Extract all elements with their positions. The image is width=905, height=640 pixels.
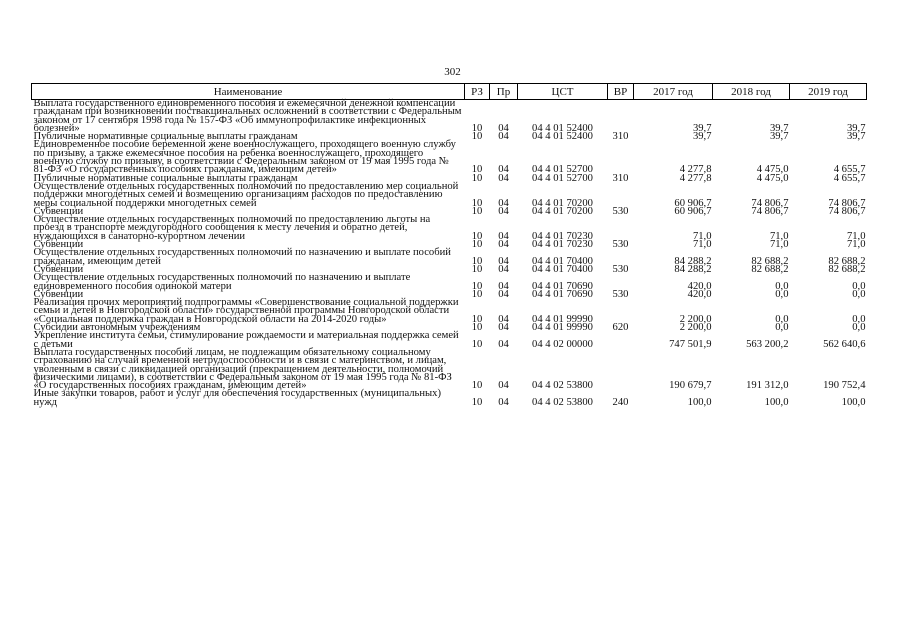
row-rz: 10 (471, 313, 483, 325)
row-pr: 04 (498, 322, 509, 334)
row-2018: 563 200,2 (746, 338, 789, 350)
row-2017: 39,7 (692, 122, 712, 134)
row-name: Субсидии автономным учреждениям (33, 322, 201, 334)
row-pr: 04 (498, 239, 509, 251)
header-2017: 2017 год (634, 84, 713, 100)
row-pr: 04 (498, 197, 509, 209)
row-pr: 04 (498, 164, 509, 176)
row-vr (608, 141, 634, 174)
row-2017: 4 277,8 (679, 172, 712, 184)
row-name: Осуществление отдельных государственных полномочий по назначению и выплате единовременного пособия одинокой матери (33, 272, 411, 292)
row-2018: 0,0 (775, 322, 789, 334)
row-pr: 04 (498, 338, 509, 350)
row-vr: 530 (612, 205, 629, 217)
row-name: Субвенции (33, 239, 84, 251)
header-vr: ВР (608, 84, 634, 100)
row-name: Выплата государственного единовременного пособия и ежемесячной денежной компенсации гражданам при возникновении поствакцинальных осложнений в соответствии с Федеральным законом от 17 сентября 1998 года № 157-ФЗ «Об иммунопрофилактике инфекционных болезней» (33, 98, 462, 134)
row-cst: 04 4 01 70690 (532, 280, 593, 292)
row-vr: 530 (612, 288, 629, 300)
row-2018: 74 806,7 (751, 205, 789, 217)
row-2017: 190 679,7 (669, 380, 712, 392)
row-vr: 310 (612, 131, 629, 143)
row-vr (608, 216, 634, 241)
table-row (32, 100, 867, 134)
row-vr (608, 332, 634, 349)
row-name: Субвенции (33, 288, 84, 300)
row-2018: 4 475,0 (756, 172, 789, 184)
row-vr (608, 299, 634, 324)
header-name: Наименование (32, 84, 465, 100)
table-row (32, 349, 867, 390)
row-pr: 04 (498, 313, 509, 325)
row-cst: 04 4 01 52400 (532, 122, 593, 134)
header-cst: ЦСТ (518, 84, 608, 100)
row-cst: 04 4 01 99990 (532, 322, 593, 334)
row-name: Субвенции (33, 263, 84, 275)
row-2019: 39,7 (846, 131, 866, 143)
row-2017: 71,0 (692, 239, 712, 251)
row-2017: 84 288,2 (674, 255, 712, 267)
row-rz: 10 (471, 288, 483, 300)
table-row (32, 299, 867, 324)
row-2019: 39,7 (846, 122, 866, 134)
row-cst: 04 4 01 70400 (532, 255, 593, 267)
row-2018: 39,7 (769, 122, 789, 134)
row-2017: 60 906,7 (674, 205, 712, 217)
header-rz: РЗ (465, 84, 490, 100)
row-vr: 530 (612, 263, 629, 275)
row-2018: 0,0 (775, 288, 789, 300)
row-pr: 04 (498, 396, 509, 408)
row-2019: 4 655,7 (833, 172, 866, 184)
row-name: Иные закупки товаров, работ и услуг для обеспечения государственных (муниципальных) нужд (33, 388, 441, 408)
row-rz: 10 (471, 380, 483, 392)
row-2018: 39,7 (769, 131, 789, 143)
row-2017: 84 288,2 (674, 263, 712, 275)
row-rz: 10 (471, 131, 483, 143)
row-2019: 190 752,4 (823, 380, 866, 392)
row-2017: 2 200,0 (679, 313, 712, 325)
row-rz: 10 (471, 338, 483, 350)
row-2019: 74 806,7 (828, 205, 866, 217)
row-cst: 04 4 01 70200 (532, 197, 593, 209)
row-rz: 10 (471, 197, 483, 209)
row-2018: 4 475,0 (756, 164, 789, 176)
row-vr: 310 (612, 172, 629, 184)
row-name: Реализация прочих мероприятий подпрограммы «Совершенствование социальной поддержки семьи и детей в Новгородской области» государственной программы Новгородской области «Социальная поддержка граждан в Новгородской области на 2014-2020 годы» (33, 297, 459, 325)
row-rz: 10 (471, 239, 483, 251)
row-cst: 04 4 02 00000 (532, 338, 593, 350)
row-2019: 0,0 (852, 280, 866, 292)
row-vr (608, 100, 634, 134)
row-rz: 10 (471, 263, 483, 275)
row-cst: 04 4 01 52700 (532, 172, 593, 184)
budget-table (31, 83, 867, 407)
row-2019: 82 688,2 (828, 263, 866, 275)
row-pr: 04 (498, 280, 509, 292)
row-2017: 420,0 (687, 288, 712, 300)
row-2018: 74 806,7 (751, 197, 789, 209)
row-name: Осуществление отдельных государственных полномочий по назначению и выплате пособий гражданам, имеющим детей (33, 247, 451, 267)
row-2018: 100,0 (764, 396, 789, 408)
row-2018: 82 688,2 (751, 255, 789, 267)
row-name: Публичные нормативные социальные выплаты гражданам (33, 172, 298, 184)
row-vr: 530 (612, 239, 629, 251)
row-2019: 4 655,7 (833, 164, 866, 176)
row-2017: 100,0 (687, 396, 712, 408)
row-2019: 74 806,7 (828, 197, 866, 209)
row-pr: 04 (498, 380, 509, 392)
row-2018: 82 688,2 (751, 263, 789, 275)
row-rz: 10 (471, 172, 483, 184)
table-row (32, 390, 867, 407)
row-pr: 04 (498, 288, 509, 300)
row-rz: 10 (471, 230, 483, 242)
page-number: 302 (444, 66, 461, 78)
row-vr (608, 349, 634, 390)
table-row (32, 274, 867, 291)
row-rz: 10 (471, 164, 483, 176)
row-name: Субвенции (33, 205, 84, 217)
row-rz: 10 (471, 122, 483, 134)
row-name: Осуществление отдельных государственных полномочий по предоставлению льготы на проезд в транспорте междугородного сообщения к месту лечения и обратно детей, нуждающихся в санаторно-курортном лечении (33, 214, 431, 242)
row-cst: 04 4 01 52400 (532, 131, 593, 143)
row-2017: 60 906,7 (674, 197, 712, 209)
row-name: Выплата государственных пособий лицам, не подлежащим обязательному социальному страхованию на случай временной нетрудоспособности и в связи с материнством, и лицам, уволенным в связи с ликвидацией организаций (прекращением деятельности, полномочий физическими лицами), в соответствии с Федеральным законом от 19 мая 1995 года № 81-ФЗ «О государственных пособиях гражданам, имеющим детей» (33, 346, 452, 392)
row-vr (608, 183, 634, 208)
row-rz: 10 (471, 205, 483, 217)
row-name: Осуществление отдельных государственных полномочий по предоставлению мер социальной поддержки многодетных семей и возмещению организациям расходов по предоставлению меры социальной поддержки многодетных семей (33, 180, 459, 209)
row-pr: 04 (498, 230, 509, 242)
row-2019: 71,0 (846, 239, 866, 251)
row-2018: 191 312,0 (746, 380, 789, 392)
row-pr: 04 (498, 255, 509, 267)
row-2017: 4 277,8 (679, 164, 712, 176)
row-cst: 04 4 01 52700 (532, 164, 593, 176)
row-cst: 04 4 01 99990 (532, 313, 593, 325)
row-pr: 04 (498, 263, 509, 275)
row-2019: 0,0 (852, 313, 866, 325)
row-rz: 10 (471, 255, 483, 267)
row-name: Укрепление института семьи, стимулирование рождаемости и материальная поддержка семей с детьми (33, 330, 459, 350)
row-2017: 747 501,9 (669, 338, 712, 350)
row-2018: 71,0 (769, 239, 789, 251)
header-pr: Пр (490, 84, 518, 100)
row-2018: 0,0 (775, 280, 789, 292)
header-2019: 2019 год (790, 84, 867, 100)
row-2018: 0,0 (775, 313, 789, 325)
table-row (32, 183, 867, 208)
row-rz: 10 (471, 280, 483, 292)
row-cst: 04 4 01 70200 (532, 205, 593, 217)
header-2018: 2018 год (713, 84, 790, 100)
row-rz: 10 (471, 322, 483, 334)
row-2017: 71,0 (692, 230, 712, 242)
row-cst: 04 4 02 53800 (532, 380, 593, 392)
row-vr: 240 (612, 396, 629, 408)
row-cst: 04 4 01 70400 (532, 263, 593, 275)
row-2017: 420,0 (687, 280, 712, 292)
row-rz: 10 (471, 396, 483, 408)
table-row (32, 141, 867, 174)
row-2019: 0,0 (852, 322, 866, 334)
row-2019: 0,0 (852, 288, 866, 300)
row-cst: 04 4 01 70690 (532, 288, 593, 300)
row-2019: 82 688,2 (828, 255, 866, 267)
row-vr: 620 (612, 322, 629, 334)
row-pr: 04 (498, 131, 509, 143)
row-pr: 04 (498, 122, 509, 134)
row-2017: 2 200,0 (679, 322, 712, 334)
row-pr: 04 (498, 172, 509, 184)
row-cst: 04 4 01 70230 (532, 230, 593, 242)
row-pr: 04 (498, 205, 509, 217)
row-name: Публичные нормативные социальные выплаты гражданам (33, 131, 298, 143)
row-cst: 04 4 01 70230 (532, 239, 593, 251)
row-2019: 71,0 (846, 230, 866, 242)
row-name: Единовременное пособие беременной жене военнослужащего, проходящего военную службу по призыву, а также ежемесячное пособия на ребенка военнослужащего, проходящего военную службу по призыву, в соответствии с Федеральным законом от 19 мая 1995 года № 81-ФЗ «О государственных пособиях гражданам, имеющим детей» (33, 139, 456, 176)
row-2017: 39,7 (692, 131, 712, 143)
row-2019: 562 640,6 (823, 338, 866, 350)
table-row (32, 249, 867, 266)
row-2018: 71,0 (769, 230, 789, 242)
row-2019: 100,0 (841, 396, 866, 408)
row-cst: 04 4 02 53800 (532, 396, 593, 408)
table-row (32, 216, 867, 241)
